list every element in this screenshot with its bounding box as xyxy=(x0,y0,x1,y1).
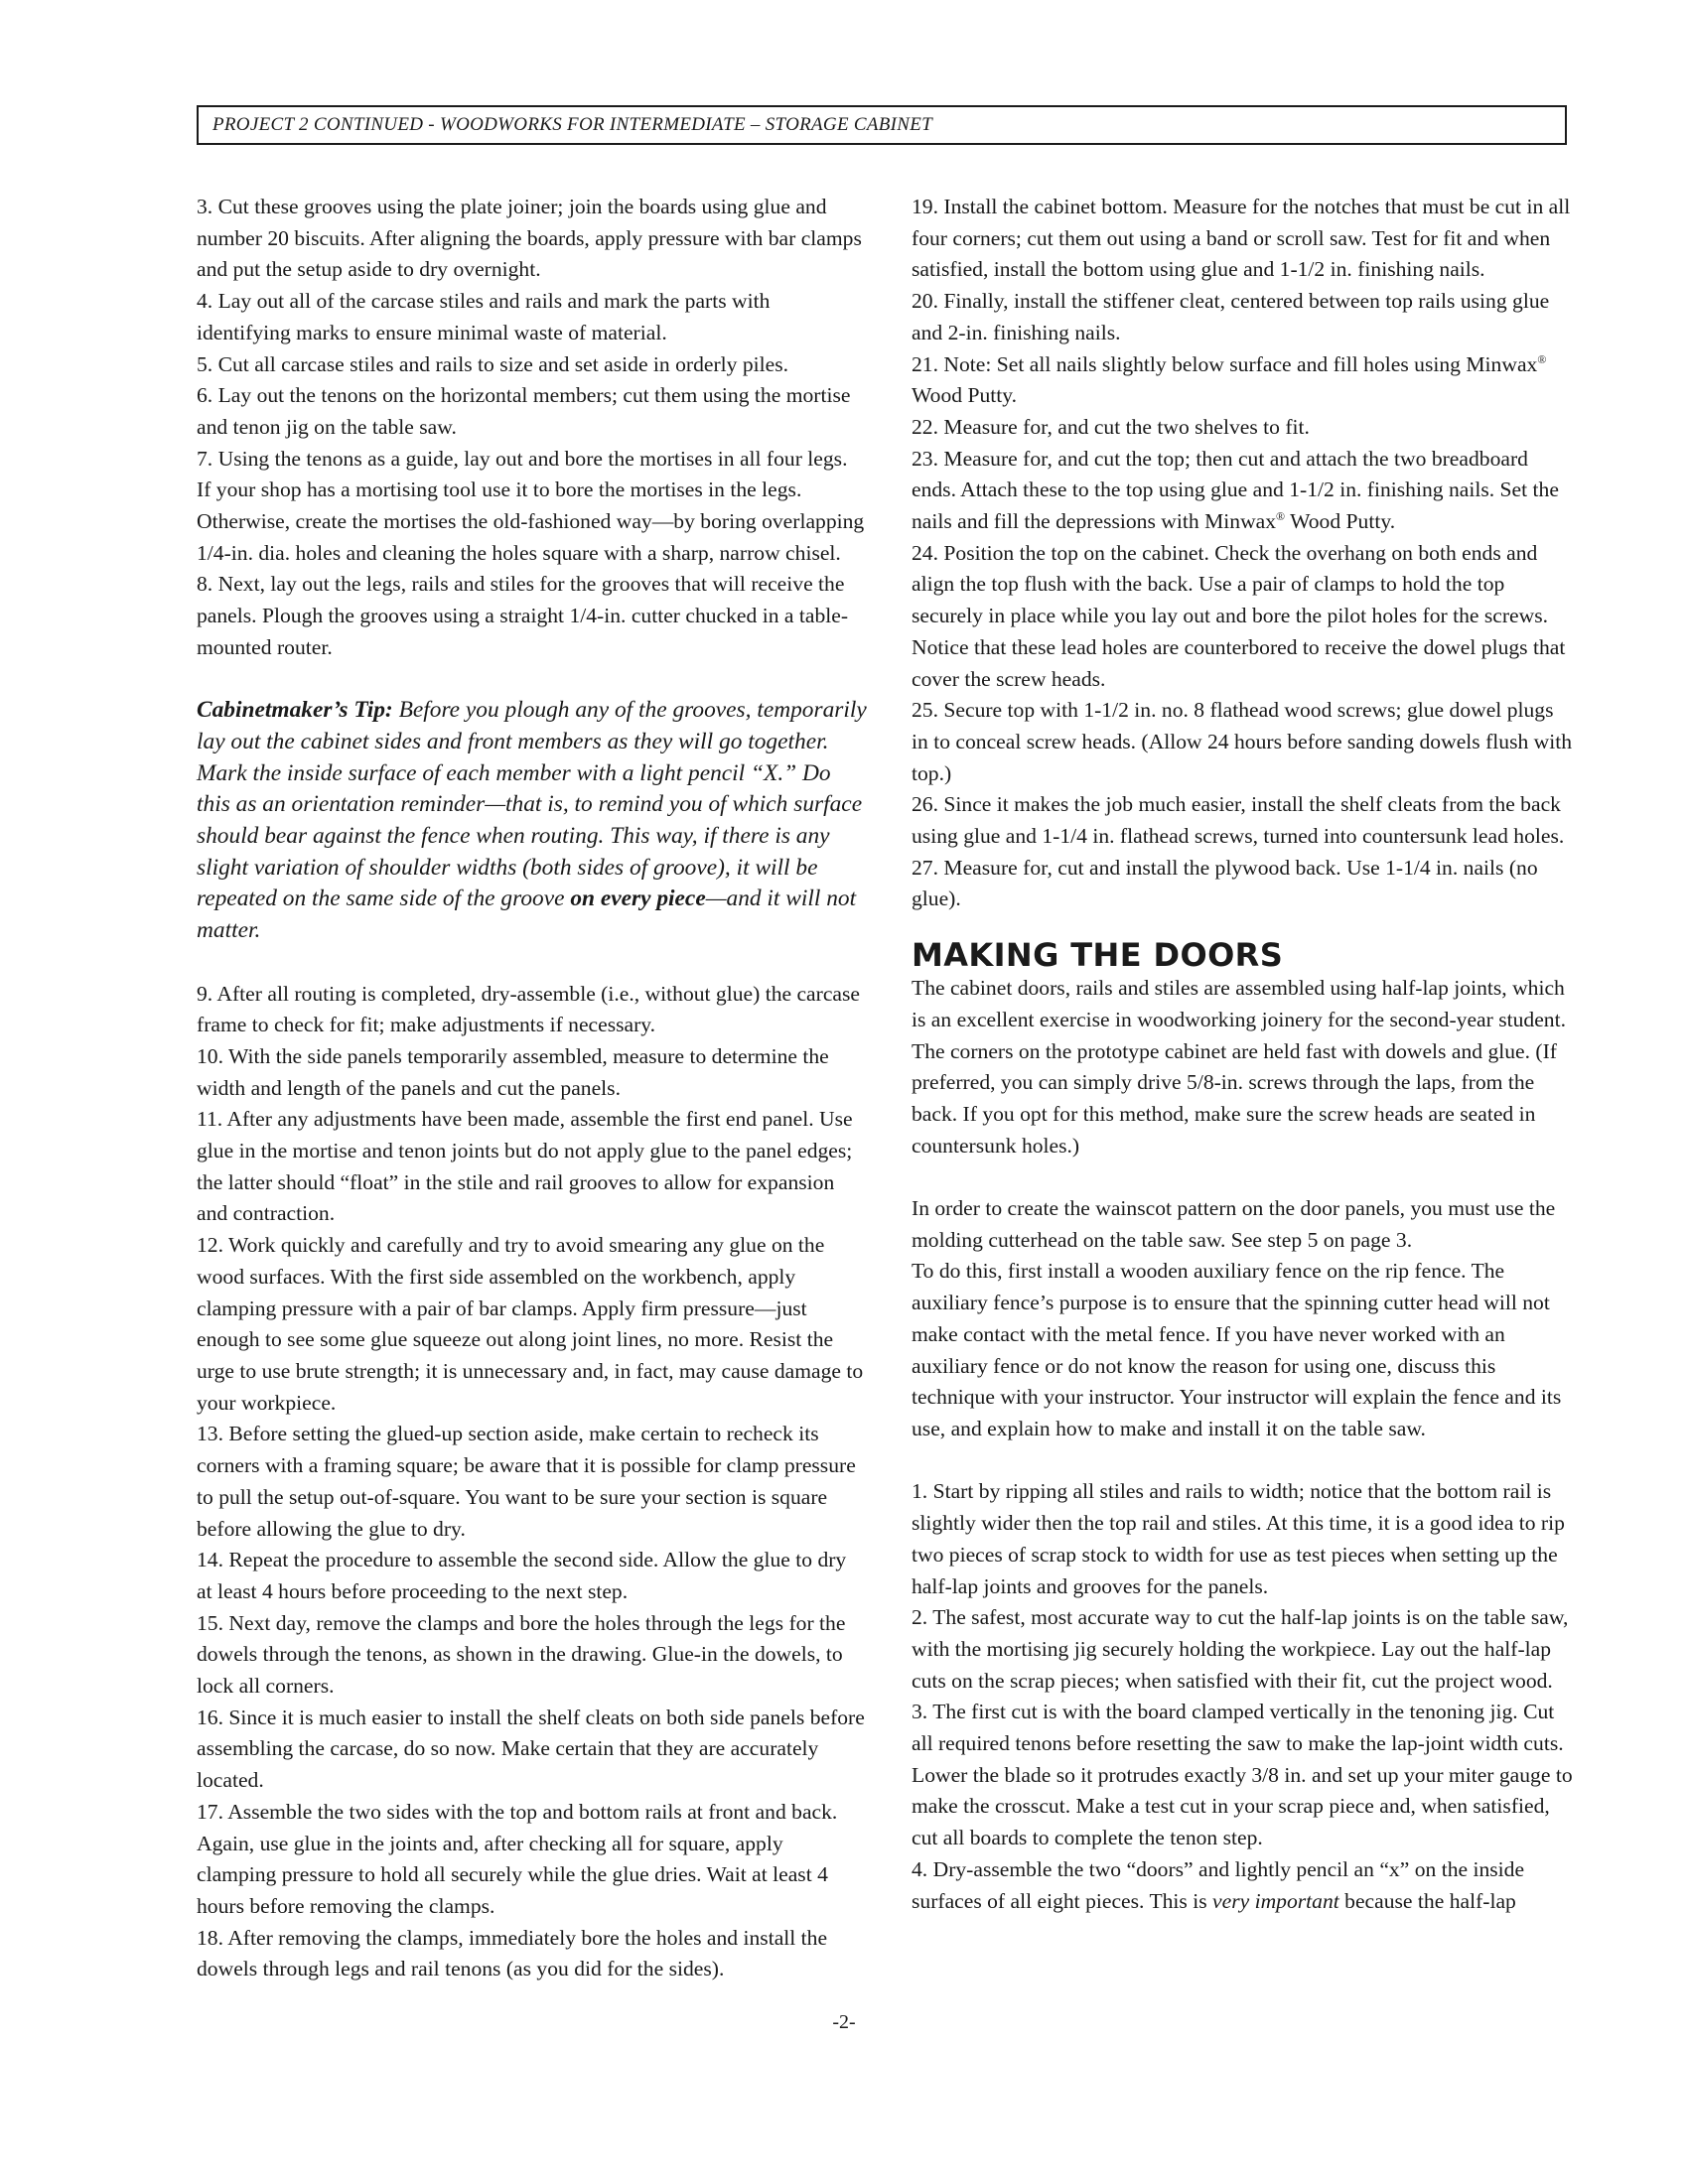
door-step-2: 2. The safest, most accurate way to cut the half-lap joints is on the table saw, with the mortising jig securely holding the workpiece. Lay out the half-lap cuts on the scrap pieces; when satisfied with their fit, cut the project wood. xyxy=(912,1605,1569,1693)
step-7: 7. Using the tenons as a guide, lay out and bore the mortises in all four legs. If your shop has a mortising tool use it to bore the mortises in the legs. Otherwise, create the mortises the old-fashioned way—by boring overlapping 1/4-in. dia. holes and cleaning the holes square with a sharp, narrow chisel. xyxy=(197,446,865,565)
step-27: 27. Measure for, cut and install the plywood back. Use 1-1/4 in. nails (no glue). xyxy=(912,855,1538,911)
step-9: 9. After all routing is completed, dry-assemble (i.e., without glue) the carcase frame to check for fit; make adjustments if necessary. xyxy=(197,981,860,1037)
step-3: 3. Cut these grooves using the plate joiner; join the boards using glue and number 20 biscuits. After aligning the boards, apply pressure with bar clamps and put the setup aside to dry overnight. xyxy=(197,195,862,282)
running-header xyxy=(197,105,1567,145)
door-step-4 xyxy=(912,1854,1575,1917)
step-6: 6. Lay out the tenons on the horizontal members; cut them using the mortise and tenon jig on the table saw. xyxy=(197,383,851,439)
step-23-text: 23. Measure for, and cut the top; then cut and attach the two breadboard ends. Attach these to the top using glue and 1-1/2 in. finishing nails. Set the nails and fill the depressions with Minwax xyxy=(912,446,1559,534)
step-13: 13. Before setting the glued-up section aside, make certain to recheck its corners with a framing square; be aware that it is possible for clamp pressure to pull the setup out-of-square. You want to be sure your section is square before allowing the glue to dry. xyxy=(197,1422,856,1541)
tip-text: Before you plough any of the grooves, temporarily lay out the cabinet sides and front members as they will go together. Mark the inside surface of each member with a light pencil “X.” Do this as an orientation reminder—that is, to remind you of which surface should bear against the fence when routing. This way, if there is any slight variation of shoulder widths (both sides of groove), it will be repeated on the same side of the groove xyxy=(197,697,867,912)
wainscot-paragraph: In order to create the wainscot pattern on the door panels, you must use the molding cutterhead on the table saw. See step 5 on page 3. xyxy=(912,1196,1556,1252)
step-16: 16. Since it is much easier to install the shelf cleats on both side panels before assembling the carcase, do so now. Make certain that they are accurately located. xyxy=(197,1705,865,1793)
step-24: 24. Position the top on the cabinet. Check the overhang on both ends and align the top flush with the back. Use a pair of clamps to hold the top securely in place while you lay out and bore the pilot holes for the screws. Notice that these lead holes are counterbored to receive the dowel plugs that cover the screw heads. xyxy=(912,540,1566,691)
section-title: MAKING THE DOORS xyxy=(912,936,1284,975)
left-column xyxy=(197,192,867,1985)
step-20: 20. Finally, install the stiffener cleat, centered between top rails using glue and 2-in. finishing nails. xyxy=(912,289,1550,344)
header-title: PROJECT 2 CONTINUED - WOODWORKS FOR INTERMEDIATE – STORAGE CABINET xyxy=(212,114,933,135)
step-15: 15. Next day, remove the clamps and bore the holes through the legs for the dowels through the tenons, as shown in the drawing. Glue-in the dowels, to lock all corners. xyxy=(197,1610,846,1699)
step-21-text: 21. Note: Set all nails slightly below surface and fill holes using Minwax xyxy=(912,351,1538,376)
step-22: 22. Measure for, and cut the two shelves to fit. xyxy=(912,414,1310,439)
step-8: 8. Next, lay out the legs, rails and stiles for the grooves that will receive the panels. Plough the grooves using a straight 1/4-in. cutter chucked in a table-mounted router. xyxy=(197,572,849,659)
step-26: 26. Since it makes the job much easier, install the shelf cleats from the back using glue and 1-1/4 in. flathead screws, turned into countersunk lead holes. xyxy=(912,792,1565,849)
auxiliary-fence-paragraph: To do this, first install a wooden auxiliary fence on the rip fence. The auxiliary fence’s purpose is to ensure that the spinning cutter head will not make contact with the metal fence. If you have never worked with an auxiliary fence or do not know the reason for using one, discuss this technique with your instructor. Your instructor will explain the fence and its use, and explain how to make and install it on the table saw. xyxy=(912,1259,1562,1440)
step-5: 5. Cut all carcase stiles and rails to size and set aside in orderly piles. xyxy=(197,351,789,376)
door-step-4-text-end: because the half-lap xyxy=(1338,1888,1516,1913)
door-step-4-text: 4. Dry-assemble the two “doors” and lightly pencil an “x” on the inside surfaces of all eight pieces. This is xyxy=(912,1856,1525,1913)
door-step-1: 1. Start by ripping all stiles and rails to width; notice that the bottom rail is slightly wider then the top rail and stiles. At this time, it is a good idea to rip two pieces of scrap stock to width for use as test pieces when setting up the half-lap joints and grooves for the panels. xyxy=(912,1479,1565,1598)
cabinetmaker-tip xyxy=(197,695,867,947)
right-column xyxy=(912,192,1575,1917)
doors-intro: The cabinet doors, rails and stiles are assembled using half-lap joints, which is an excellent exercise in woodworking joinery for the second-year student. The corners on the prototype cabinet are held fast with dowels and glue. (If preferred, you can simply drive 5/8-in. screws through the laps, from the back. If you opt for this method, make sure the screw heads are seated in countersunk holes.) xyxy=(912,976,1566,1158)
door-step-3: 3. The first cut is with the board clamped vertically in the tenoning jig. Cut all required tenons before resetting the saw to make the lap-joint width cuts. Lower the blade so it protrudes exactly 3/8 in. and set up your miter gauge to make the crosscut. Make a test cut in your scrap piece and, when satisfied, cut all boards to complete the tenon step. xyxy=(912,1700,1573,1850)
step-21 xyxy=(912,349,1575,412)
step-23-text-end: Wood Putty. xyxy=(1285,509,1396,534)
registered-mark: ® xyxy=(1276,508,1286,523)
step-25: 25. Secure top with 1-1/2 in. no. 8 flathead wood screws; glue dowel plugs in to conceal screw heads. (Allow 24 hours before sanding dowels flush with top.) xyxy=(912,698,1573,785)
step-11: 11. After any adjustments have been made, assemble the first end panel. Use glue in the mortise and tenon joints but do not apply glue to the panel edges; the latter should “float” in the stile and rail grooves to allow for expansion and contraction. xyxy=(197,1107,853,1226)
step-21-text-end: Wood Putty. xyxy=(912,383,1018,408)
step-19: 19. Install the cabinet bottom. Measure for the notches that must be cut in all four corners; cut them out using a band or scroll saw. Test for fit and when satisfied, install the bottom using glue and 1-1/2 in. finishing nails. xyxy=(912,195,1571,282)
step-23 xyxy=(912,444,1575,538)
tip-text-end: —and it will not matter. xyxy=(197,886,857,944)
step-10: 10. With the side panels temporarily assembled, measure to determine the width and length of the panels and cut the panels. xyxy=(197,1043,829,1100)
step-4: 4. Lay out all of the carcase stiles and rails and mark the parts with identifying marks to ensure minimal waste of material. xyxy=(197,289,771,344)
registered-mark: ® xyxy=(1537,351,1547,366)
step-17: 17. Assemble the two sides with the top and bottom rails at front and back. Again, use glue in the joints and, after checking all for square, apply clamping pressure to hold all securely while the glue dries. Wait at least 4 hours before removing the clamps. xyxy=(197,1799,838,1918)
step-12: 12. Work quickly and carefully and try to avoid smearing any glue on the wood surfaces. With the first side assembled on the workbench, apply clamping pressure with a pair of bar clamps. Apply firm pressure—just enough to see some glue squeeze out along joint lines, no more. Resist the urge to use brute strength; it is unnecessary and, in fact, may cause damage to your workpiece. xyxy=(197,1233,864,1415)
tip-label: Cabinetmaker’s Tip: xyxy=(197,697,393,724)
step-18: 18. After removing the clamps, immediately bore the holes and install the dowels through legs and rail tenons (as you did for the sides). xyxy=(197,1925,828,1981)
door-step-4-emphasis: very important xyxy=(1212,1888,1339,1913)
page-number: -2- xyxy=(832,2011,856,2033)
tip-emphasis: on every piece xyxy=(570,886,706,912)
step-14: 14. Repeat the procedure to assemble the second side. Allow the glue to dry at least 4 hours before proceeding to the next step. xyxy=(197,1548,847,1603)
